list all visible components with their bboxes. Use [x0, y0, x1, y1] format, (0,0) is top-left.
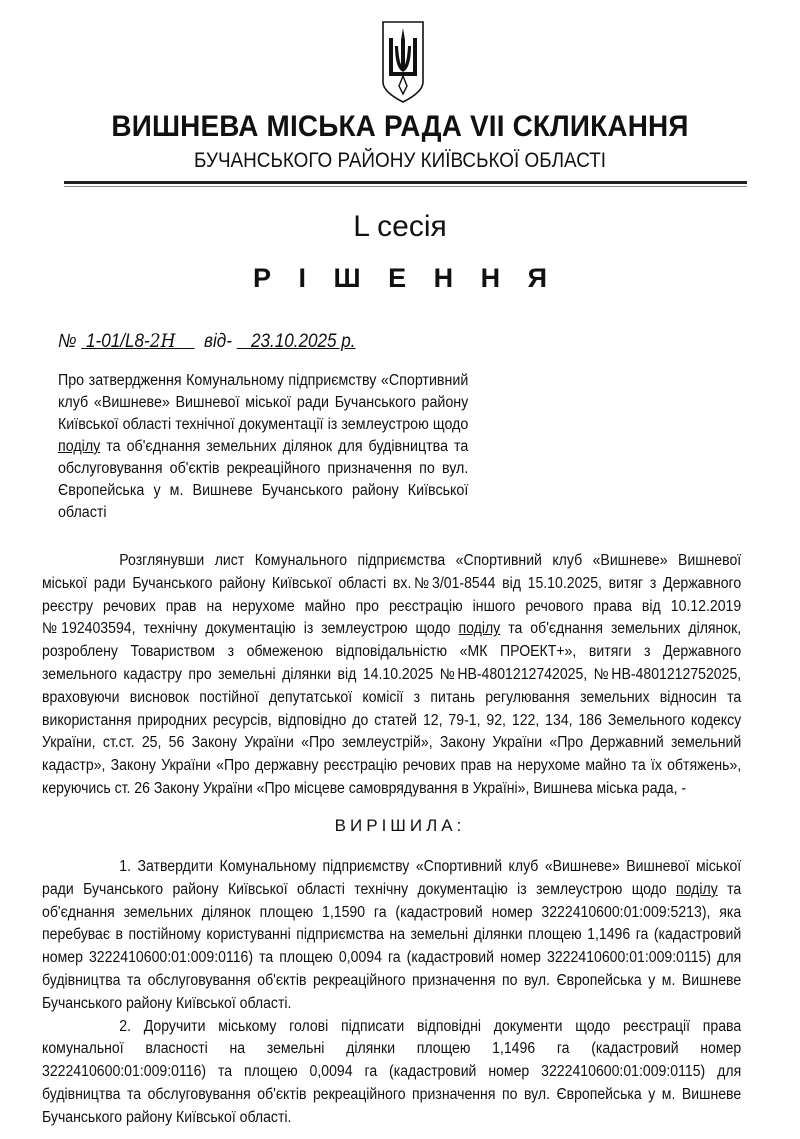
preamble — [42, 550, 741, 801]
decision-subject — [58, 370, 468, 524]
subject-text-end: та об'єднання земельних ділянок для будівництва та обслуговування об'єктів рекреаційного призначення по вул. Європейська у м. Вишневе Бучанського району Київської області — [58, 438, 469, 521]
subject-text-start: Про затвердження Комунальному підприємству «Спортивний клуб «Вишневе» Вишневої міської ради Бучанського району Київської області технічної документації із землеустрою щодо — [58, 372, 469, 433]
item-1-underlined-word: поділу — [676, 880, 718, 898]
decision-number-printed: 1-01/L8- — [86, 331, 150, 352]
region-subtitle: БУЧАНСЬКОГО РАЙОНУ КИЇВСЬКОЇ ОБЛАСТІ — [193, 149, 607, 172]
subject-underlined-word: поділу — [58, 438, 101, 455]
header-divider — [64, 181, 747, 184]
number-label: № — [58, 331, 77, 352]
preamble-text-end: та об'єднання земельних ділянок, розроблену Товариством з обмеженою відповідальністю «МК ПРОЕКТ+», витяги з Державного земельного кадастру про земельні ділянки від 14.10.2025 №НВ-4801212742025, №НВ-4801212752025, враховуючи висновок постійної депутатської комісії з питань регулювання земельних відносин та використання природних ресурсів, відповідно до статей 12, 79-1, 92, 122, 134, 186 Земельного кодексу України, ст.ст. 25, 56 Закону України «Про землеустрій», Закону України «Про Державний земельний кадастр», Закону України «Про державну реєстрацію речових прав на нерухоме майно та їх обтяжень», керуючись ст. 26 Закону України «Про місцеве самоврядування в Україні», Вишнева міська рада, - — [42, 620, 742, 797]
decision-date-value: 23.10.2025 р. — [250, 331, 356, 352]
session-label: L сесія — [353, 210, 447, 243]
item-1-text-end: та об'єднання земельних ділянок площею 1,1590 га (кадастровий номер 3222410600:01:009:5213), яка перебуває в постійному користуванні підприємства на земельні ділянки площею 1,1496 га (кадастровий номер 3222410600:01:009:0116) та площею 0,0094 га (кадастровий номер 3222410600:01:009:0115) для будівництва та обслуговування об'єктів рекреаційного призначення по вул. Європейська у м. Вишневе Бучанського району Київської області. — [42, 880, 742, 1012]
header-divider-thin — [64, 186, 747, 187]
decision-number — [81, 331, 194, 352]
date-label: від- — [204, 331, 232, 352]
resolution-item-2: 2. Доручити міському голові підписати відповідні документи щодо реєстрації права комунальної власності на земельні ділянки площею 1,1496 га (кадастровий номер 3222410600:01:009:0116) та площею 0,0094 га (кадастровий номер 3222410600:01:009:0115) для будівництва та обслуговування об'єктів рекреаційного призначення по вул. Європейська у м. Вишневе Бучанського району Київської області. — [42, 1017, 742, 1126]
decision-date — [237, 331, 356, 352]
council-title: ВИШНЕВА МІСЬКА РАДА VII СКЛИКАННЯ — [111, 110, 689, 143]
resolved-heading: ВИРІШИЛА: — [334, 816, 466, 835]
decision-number-line — [58, 330, 356, 353]
decision-number-handwritten: 2Н — [149, 330, 176, 352]
trident-emblem-icon — [381, 20, 425, 104]
resolution-items — [42, 856, 741, 1130]
preamble-text-start: Розглянувши лист Комунального підприємства «Спортивний клуб «Вишневе» Вишневої міської ради Бучанського району Київської області вх.№3/01-8544 від 15.10.2025, витяг з Державного реєстру речових прав на нерухоме майно про реєстрацію іншого речового права від 10.12.2019 №192403594, технічну документацію із землеустрою щодо — [42, 552, 742, 638]
preamble-underlined-word: поділу — [458, 620, 501, 638]
document-type-heading: Р І Ш Е Н Н Я — [252, 263, 558, 293]
item-1-text-start: 1. Затвердити Комунальному підприємству «Спортивний клуб «Вишневе» Вишневої міської ради Бучанського району Київської області технічну документацію із землеустрою щодо — [42, 858, 742, 898]
resolution-item-1 — [42, 856, 741, 1016]
